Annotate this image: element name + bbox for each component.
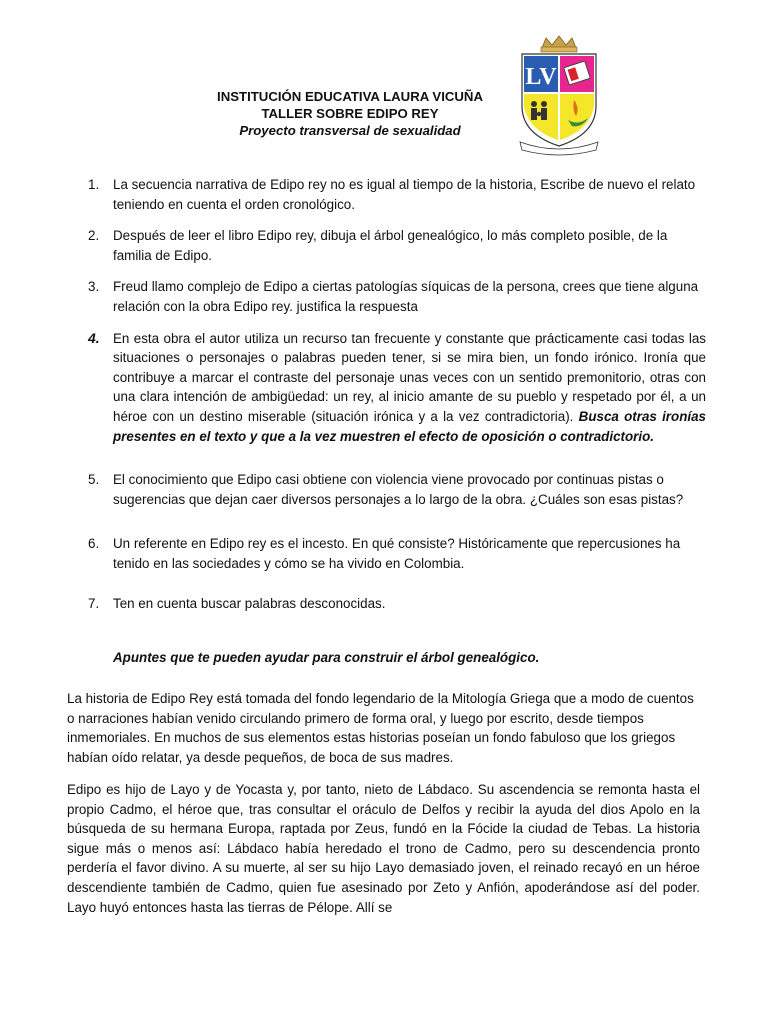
svg-text:LV: LV xyxy=(525,64,557,90)
question-number: 1. xyxy=(88,177,100,192)
question-text: En esta obra el autor utiliza un recurso tan frecuente y constante que prácticamente casi todas las situaciones o personajes o palabras pueden tener, si se mira bien, un fondo irónico. Ironía que contribuye a marcar el contraste del personaje unas veces con un sentido premonitorio, otras con una clara intención de ambigüedad: un rey, al inicio amante de su pueblo y respetado por él, a un héroe con un destino miserable (situación irónica y a la vez contradictoria). xyxy=(113,330,706,424)
question-number: 7. xyxy=(88,595,100,611)
paragraph: La historia de Edipo Rey está tomada del fondo legendario de la Mitología Griega que a modo de cuentos o narraciones habían venido circulando primero de forma oral, y luego por escrito, desde tiempos inmemoriales. En muchos de sus elementos estas historias poseían un fondo fabuloso que los griegos habían oído relatar, ya desde pequeños, de boca de sus madres. xyxy=(67,691,694,765)
paragraph: Edipo es hijo de Layo y de Yocasta y, por tanto, nieto de Lábdaco. Su ascendencia se remonta hasta el propio Cadmo, el héroe que, tras consultar el oráculo de Delfos y recibir la ayuda del dios Apolo en la búsqueda de su hermana Europa, raptada por Zeus, fundó en la Fócide la ciudad de Tebas. La historia sigue más o menos así: Lábdaco había heredado el trono de Cadmo, pero su descendencia pronto perdería el favor divino. A su muerte, al ser su hijo Layo demasiado joven, el reinado recayó en un héroe descendiente también de Cadmo, quien fue asesinado por Zeto y Anfión, apoderándose así del poder. Layo huyó entonces hasta las tierras de Pélope. Allí se xyxy=(67,782,700,915)
document-header xyxy=(190,88,510,139)
questions-list xyxy=(84,175,706,613)
school-crest-icon xyxy=(516,34,602,156)
question-text: El conocimiento que Edipo casi obtiene con violencia viene provocado por continuas pistas o sugerencias que dejan caer diversos personajes a lo largo de la obra. ¿Cuáles son esas pistas? xyxy=(113,472,684,507)
document-subtitle: Proyecto transversal de sexualidad xyxy=(239,123,461,138)
list-item xyxy=(84,175,706,214)
notes-title: Apuntes que te pueden ayudar para construir el árbol genealógico. xyxy=(113,650,540,665)
question-text: Un referente en Edipo rey es el incesto. En qué consiste? Históricamente que repercusiones ha tenido en las sociedades y cómo se ha vivido en Colombia. xyxy=(113,536,681,571)
question-emphasis: Busca otras ironías presentes en el texto y que a la vez muestren el efecto de oposición o contradictorio. xyxy=(113,408,706,444)
question-text: Después de leer el libro Edipo rey, dibuja el árbol genealógico, lo más completo posible, de la familia de Edipo. xyxy=(113,228,668,263)
question-number: 2. xyxy=(88,228,100,244)
question-number: 3. xyxy=(88,279,100,295)
question-number: 6. xyxy=(88,536,100,552)
list-item xyxy=(84,277,706,316)
list-item xyxy=(84,594,706,614)
institution-name: INSTITUCIÓN EDUCATIVA LAURA VICUÑA xyxy=(217,89,483,104)
question-number: 4. xyxy=(88,329,100,346)
list-item xyxy=(84,534,706,573)
list-item xyxy=(84,226,706,265)
question-text: La secuencia narrativa de Edipo rey no es igual al tiempo de la historia, Escribe de nuevo el relato teniendo en cuenta el orden cronológico. xyxy=(113,177,696,212)
document-title: TALLER SOBRE EDIPO REY xyxy=(261,106,439,121)
list-item xyxy=(84,329,706,447)
list-item xyxy=(84,470,706,509)
question-text: Freud llamo complejo de Edipo a ciertas patologías síquicas de la persona, crees que tiene alguna relación con la obra Edipo rey. justifica la respuesta xyxy=(113,279,699,314)
question-text: Ten en cuenta buscar palabras desconocidas. xyxy=(113,595,386,611)
question-number: 5. xyxy=(88,472,100,488)
